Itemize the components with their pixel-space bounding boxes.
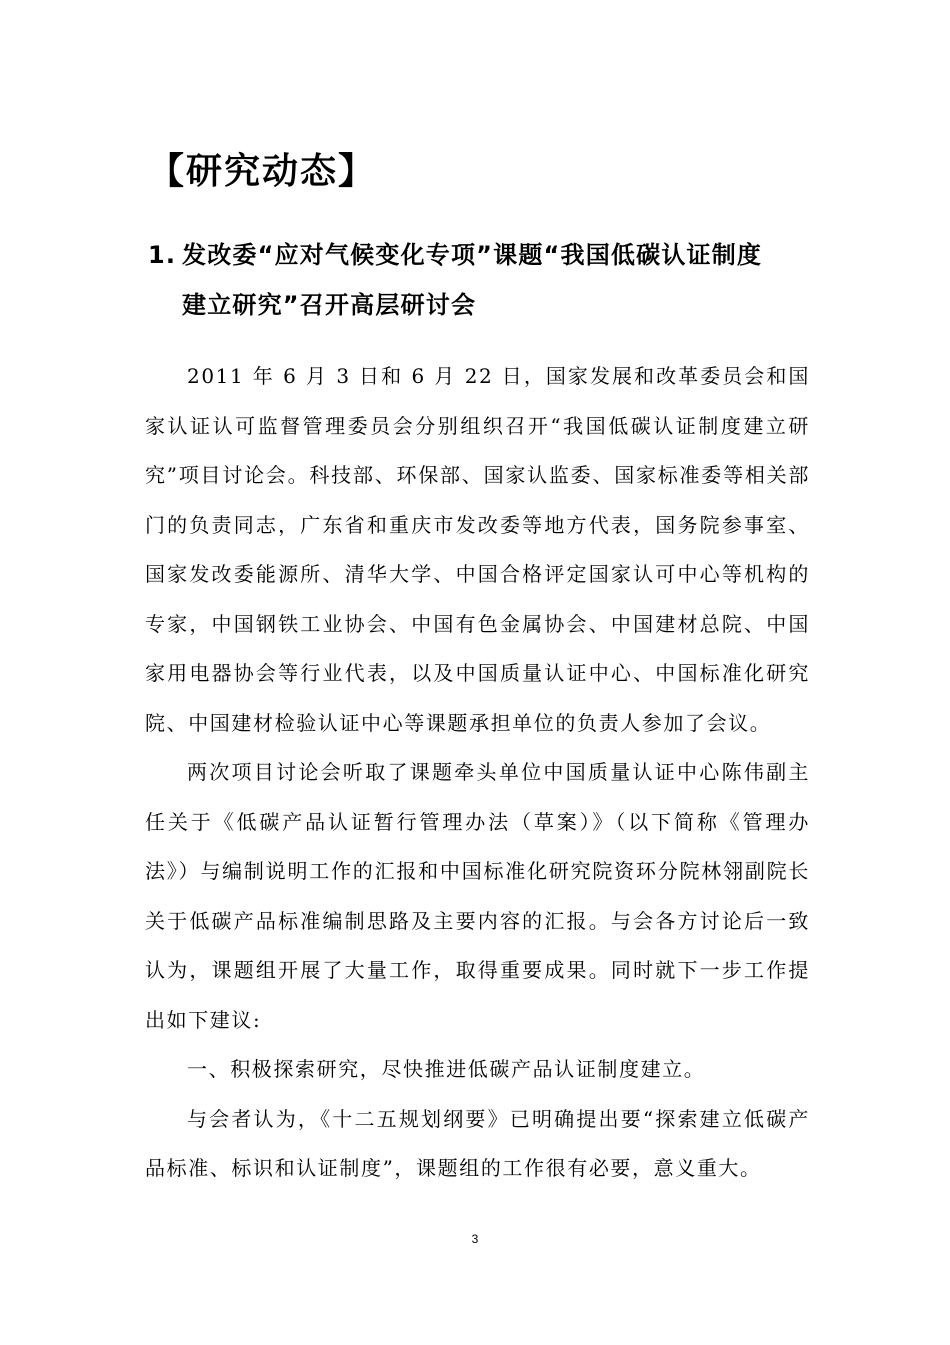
article-heading-line-1: 发改委“应对气候变化专项”课题“我国低碳认证制度 <box>182 241 763 269</box>
article-number: 1. <box>148 241 177 269</box>
article-heading <box>148 230 813 330</box>
paragraph-participants-view: 与会者认为，《十二五规划纲要》已明确提出要“探索建立低碳产品标准、标识和认证制度”，课题组的工作很有必要，意义重大。 <box>145 1106 810 1180</box>
section-title: 【研究动态】 <box>148 151 377 192</box>
article-heading-line-2: 建立研究”召开高层研讨会 <box>182 291 477 319</box>
paragraph-recommendation-1: 一、积极探索研究，尽快推进低碳产品认证制度建立。 <box>187 1057 706 1081</box>
page-number: 3 <box>471 1232 479 1246</box>
article-body <box>145 352 810 1194</box>
paragraph-meeting-intro: 2011 年 6 月 3 日和 6 月 22 日，国家发展和改革委员会和国家认证认可监督管理委员会分别组织召开“我国低碳认证制度建立研究”项目讨论会。科技部、环保部、国家认监委、国家标准委等相关部门的负责同志，广东省和重庆市发改委等地方代表，国务院参事室、国家发改委能源所、清华大学、中国合格评定国家认可中心等机构的专家，中国钢铁工业协会、中国有色金属协会、中国建材总院、中国家用电器协会等行业代表，以及中国质量认证中心、中国标准化研究院、中国建材检验认证中心等课题承担单位的负责人参加了会议。 <box>145 364 810 735</box>
paragraph-meeting-reports: 两次项目讨论会听取了课题牵头单位中国质量认证中心陈伟副主任关于《低碳产品认证暂行管理办法（草案）》（以下简称《管理办法》）与编制说明工作的汇报和中国标准化研究院资环分院林翎副院长关于低碳产品标准编制思路及主要内容的汇报。与会各方讨论后一致认为，课题组开展了大量工作，取得重要成果。同时就下一步工作提出如下建议: <box>145 760 810 1032</box>
